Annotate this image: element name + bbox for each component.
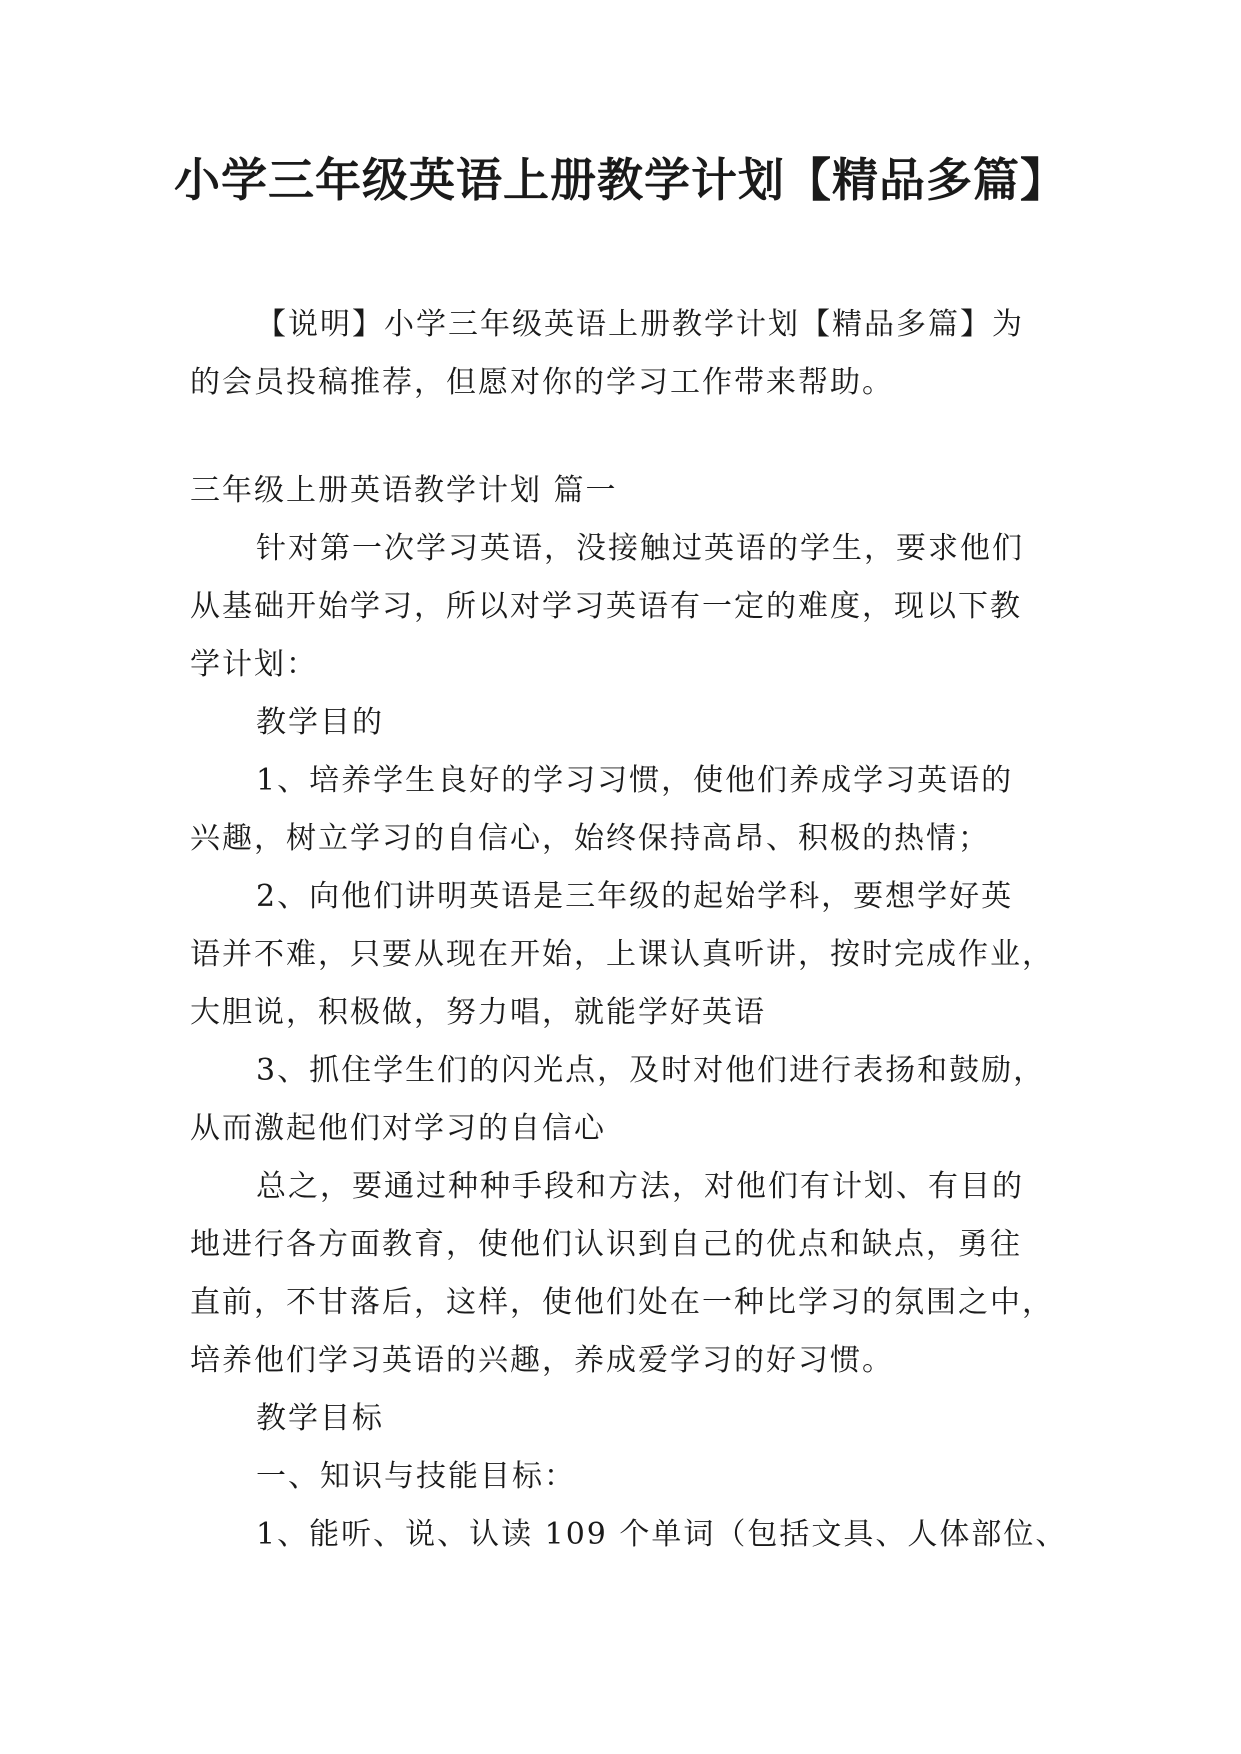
paragraph-line: 从基础开始学习，所以对学习英语有一定的难度，现以下教 xyxy=(190,589,1022,624)
section-heading: 三年级上册英语教学计划 篇一 xyxy=(190,473,618,508)
summary-line: 总之，要通过种种手段和方法，对他们有计划、有目的 xyxy=(256,1169,1024,1204)
subheading-knowledge-skills: 一、知识与技能目标： xyxy=(256,1459,576,1494)
paragraph-line: 学计划： xyxy=(190,647,318,682)
list-item-line: 语并不难，只要从现在开始，上课认真听讲，按时完成作业， xyxy=(190,937,1054,972)
list-item-line: 2、向他们讲明英语是三年级的起始学科，要想学好英 xyxy=(256,879,1014,914)
subheading-teaching-purpose: 教学目的 xyxy=(256,705,384,740)
intro-line: 【说明】小学三年级英语上册教学计划【精品多篇】为 xyxy=(256,307,1024,342)
paragraph-line: 针对第一次学习英语，没接触过英语的学生，要求他们 xyxy=(256,531,1024,566)
list-item-line: 1、培养学生良好的学习习惯，使他们养成学习英语的 xyxy=(256,763,1014,798)
document-title: 小学三年级英语上册教学计划【精品多篇】 xyxy=(174,153,1067,207)
list-item-line: 从而激起他们对学习的自信心 xyxy=(190,1111,606,1146)
intro-line: 的会员投稿推荐，但愿对你的学习工作带来帮助。 xyxy=(190,365,894,400)
list-item-line: 1、能听、说、认读 109 个单词（包括文具、人体部位、 xyxy=(256,1517,1068,1552)
list-item-line: 兴趣，树立学习的自信心，始终保持高昂、积极的热情； xyxy=(190,821,990,856)
subheading-teaching-goals: 教学目标 xyxy=(256,1401,384,1436)
list-item-line: 3、抓住学生们的闪光点，及时对他们进行表扬和鼓励， xyxy=(256,1053,1046,1088)
list-item-line: 大胆说，积极做，努力唱，就能学好英语 xyxy=(190,995,766,1030)
summary-line: 直前，不甘落后，这样，使他们处在一种比学习的氛围之中， xyxy=(190,1285,1054,1320)
summary-line: 培养他们学习英语的兴趣，养成爱学习的好习惯。 xyxy=(190,1343,894,1378)
document-body xyxy=(190,296,1068,1564)
summary-line: 地进行各方面教育，使他们认识到自己的优点和缺点，勇往 xyxy=(190,1227,1022,1262)
paragraph-gap xyxy=(190,412,1052,462)
